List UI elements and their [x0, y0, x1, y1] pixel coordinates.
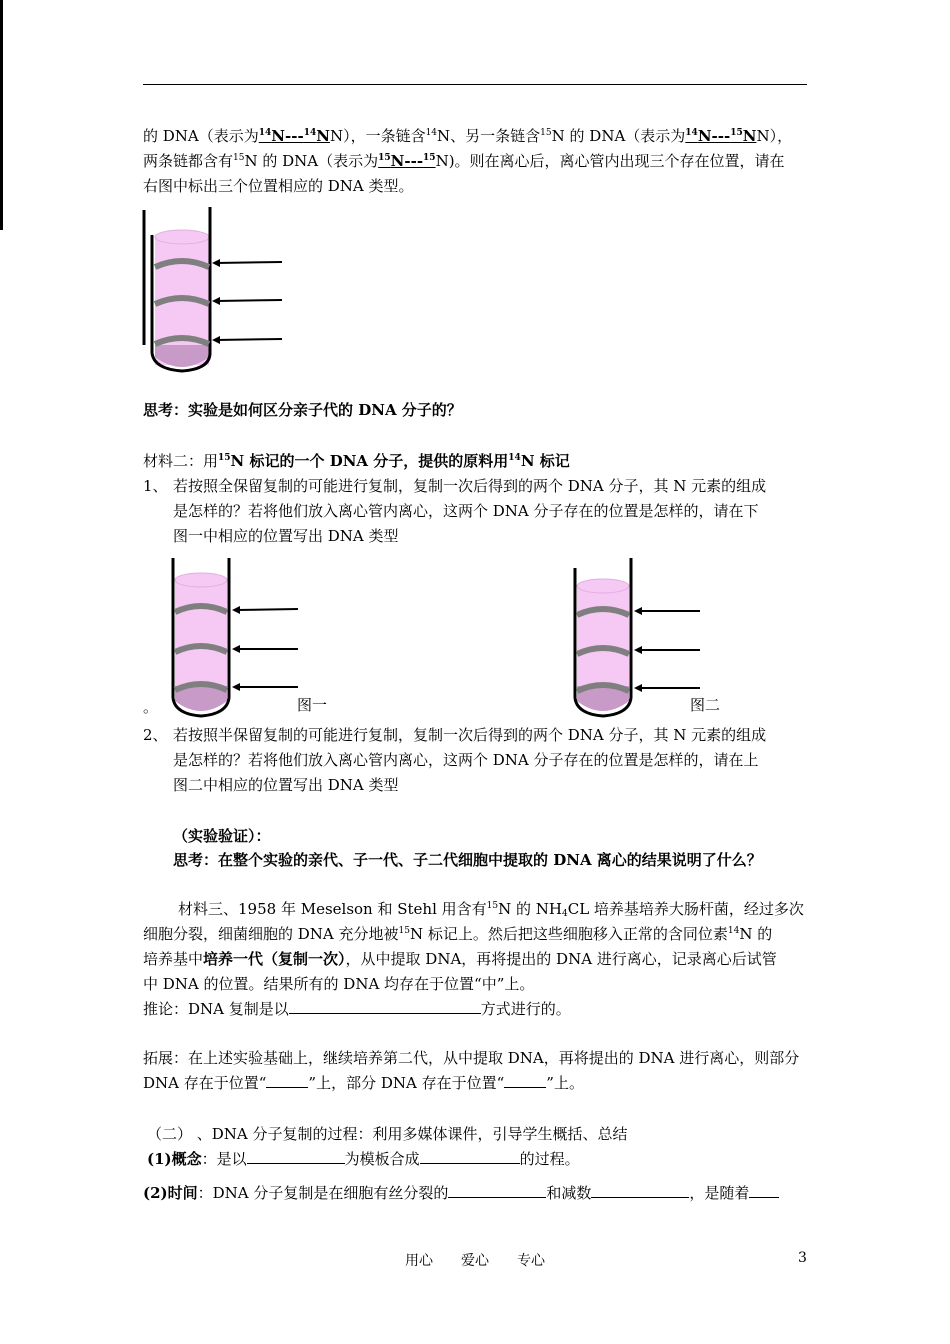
- page-footer: [0, 1250, 950, 1270]
- centrifuge-tube-figure-1: [165, 556, 305, 721]
- question-1-line-2: 是怎样的？若将他们放入离心管内离心，这两个 DNA 分子存在的位置是怎样的，请在下: [173, 502, 759, 520]
- intro-line-3: 右图中标出三个位置相应的 DNA 类型。: [143, 177, 414, 195]
- material-3-line-3: 培养基中培养一代（复制一次），从中提取 DNA，再将提出的 DNA 进行离心，记录离心后试管: [143, 950, 777, 968]
- question-2-line-2: 是怎样的？若将他们放入离心管内离心，这两个 DNA 分子存在的位置是怎样的，请在上: [173, 751, 759, 769]
- trailing-blank[interactable]: [749, 1183, 779, 1198]
- inference-line: 推论：DNA 复制是以 方式进行的。: [143, 1000, 571, 1018]
- centrifuge-tube-figure-0: [140, 205, 290, 380]
- inference-blank[interactable]: [289, 999, 481, 1014]
- material-3-line-1: 材料三、1958 年 Meselson 和 Stehl 用含有$^{15}$N 的 $NH_4CL$ 培养基培养大肠杆菌，经过多次: [178, 900, 804, 919]
- footer-word-1: 用心: [405, 1253, 433, 1269]
- footer-word-2: 爱心: [461, 1253, 489, 1269]
- question-2-line-1: 若按照半保留复制的可能进行复制，复制一次后得到的两个 DNA 分子，其 N 元素的组成: [173, 726, 767, 744]
- verification-heading: （实验验证）：: [173, 827, 271, 845]
- template-blank[interactable]: [247, 1149, 345, 1164]
- mitosis-blank[interactable]: [448, 1183, 546, 1198]
- question-1-line-1: 若按照全保留复制的可能进行复制，复制一次后得到的两个 DNA 分子，其 N 元素的组成: [173, 477, 767, 495]
- extension-line-2: DNA 存在于位置“ ”上，部分 DNA 存在于位置“ ”上。: [143, 1074, 584, 1092]
- centrifuge-tube-figure-2: [567, 556, 707, 721]
- concept-line: (1)概念：是以 为模板合成 的过程。: [147, 1150, 580, 1168]
- figure-2-caption: 图二: [690, 696, 721, 714]
- think-question-2: 思考：在整个实验的亲代、子一代、子二代细胞中提取的 DNA 离心的结果说明了什么？: [173, 851, 762, 869]
- question-2-line-3: 图二中相应的位置写出 DNA 类型: [173, 776, 399, 794]
- question-2-number: 2、: [143, 726, 168, 744]
- intro-line-2: 两条链都含有$^{15}$N 的 DNA（表示为$^{15}$N---$^{15}$N)。则在离心后，离心管内出现三个存在位置，请在: [143, 152, 785, 170]
- left-margin-bar: [0, 0, 3, 230]
- header-rule: [143, 84, 807, 85]
- material-3-line-4: 中 DNA 的位置。结果所有的 DNA 均存在于位置“中”上。: [143, 975, 535, 993]
- page-number: 3: [798, 1250, 807, 1266]
- position-blank-1[interactable]: [266, 1073, 308, 1088]
- section-2-title: （二） 、DNA 分子复制的过程：利用多媒体课件，引导学生概括、总结: [147, 1125, 628, 1143]
- intro-line-1: 的 DNA（表示为$^{14}$N---$^{14}$NN），一条链含$^{14}$N、另一条链含$^{15}$N 的 DNA（表示为$^{14}$N---$^{15}$NN），: [143, 127, 793, 145]
- time-line: (2)时间：DNA 分子复制是在细胞有丝分裂的 和减数 ，是随着: [143, 1183, 779, 1203]
- stray-period: 。: [143, 698, 159, 716]
- position-blank-2[interactable]: [504, 1073, 546, 1088]
- think-question-1: 思考：实验是如何区分亲子代的 DNA 分子的？: [143, 401, 462, 419]
- question-1-number: 1、: [143, 477, 168, 495]
- material-2-heading: 材料二：用$^{15}$N 标记的一个 DNA 分子，提供的原料用$^{14}$N 标记: [143, 452, 570, 470]
- material-3-line-2: 细胞分裂，细菌细胞的 DNA 充分地被$^{15}$N 标记上。然后把这些细胞移入正常的含同位素$^{14}$N 的: [143, 925, 773, 943]
- figure-1-caption: 图一: [297, 696, 328, 714]
- footer-word-3: 专心: [517, 1253, 545, 1269]
- meiosis-blank[interactable]: [591, 1183, 689, 1198]
- extension-line-1: 拓展：在上述实验基础上，继续培养第二代，从中提取 DNA，再将提出的 DNA 进行离心，则部分: [143, 1049, 800, 1067]
- question-1-line-3: 图一中相应的位置写出 DNA 类型: [173, 527, 399, 545]
- product-blank[interactable]: [420, 1149, 520, 1164]
